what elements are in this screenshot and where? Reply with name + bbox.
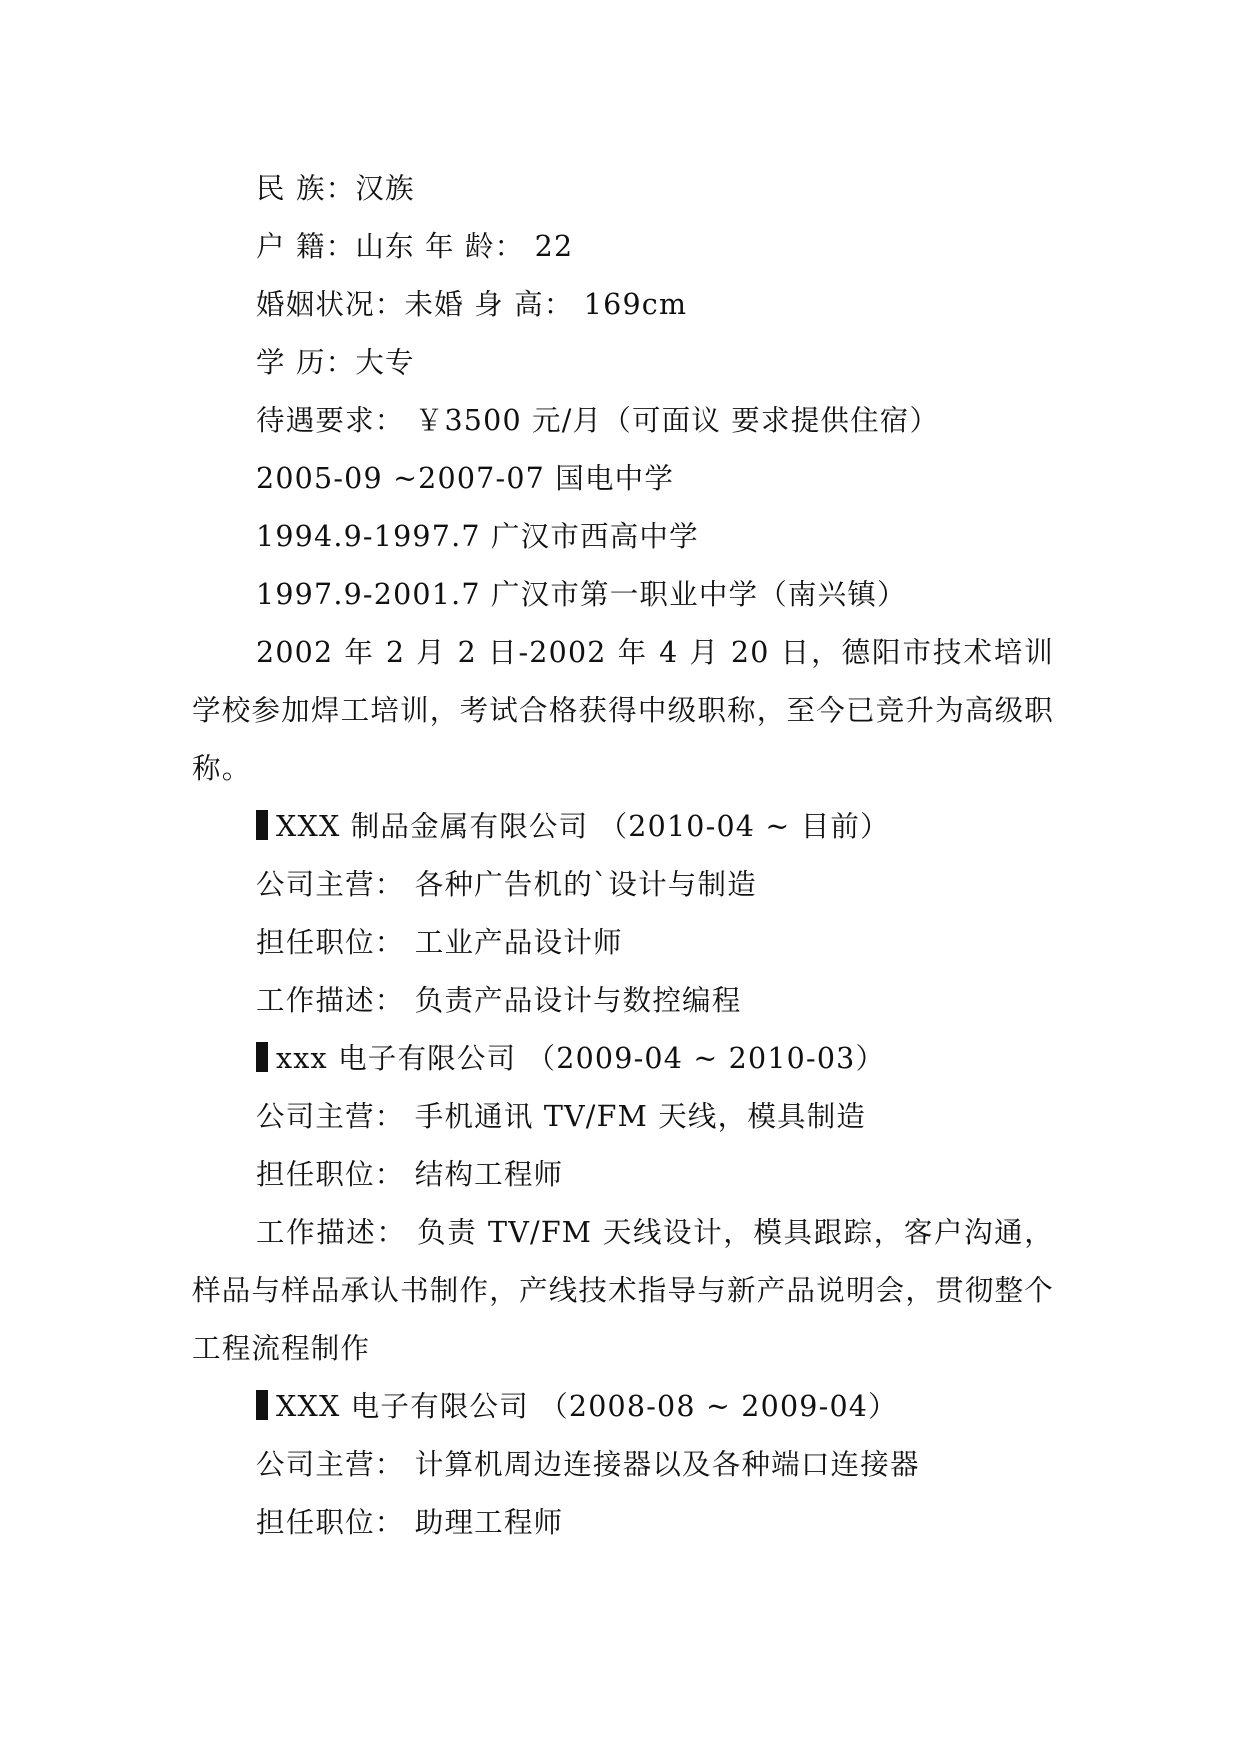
job-position-2: 担任职位： 结构工程师 xyxy=(256,1158,564,1191)
education-entry-2: 1994.9-1997.7 广汉市西高中学 xyxy=(256,520,699,553)
salary-expectation-line: 待遇要求： ￥3500 元/月（可面议 要求提供住宿） xyxy=(256,404,940,437)
job-position-3: 担任职位： 助理工程师 xyxy=(256,1506,564,1539)
job-heading-text: XXX 电子有限公司 （2008-08 ~ 2009-04） xyxy=(276,1390,898,1423)
job-description-2: 工作描述： 负责 TV/FM 天线设计，模具跟踪，客户沟通，样品与样品承认书制作，产线技术指导与新产品说明会，贯彻整个工程流程制作 xyxy=(192,1216,1054,1365)
training-paragraph: 2002 年 2 月 2 日-2002 年 4 月 20 日，德阳市技术培训学校参加焊工培训，考试合格获得中级职称，至今已竞升为高级职称。 xyxy=(192,636,1054,785)
job-heading-text: xxx 电子有限公司 （2009-04 ~ 2010-03） xyxy=(276,1042,886,1075)
job-business-3: 公司主营： 计算机周边连接器以及各种端口连接器 xyxy=(256,1448,920,1481)
bullet-block-icon xyxy=(256,810,268,840)
resume-content xyxy=(192,160,1054,1552)
job-position-1: 担任职位： 工业产品设计师 xyxy=(256,926,623,959)
education-entry-3: 1997.9-2001.7 广汉市第一职业中学（南兴镇） xyxy=(256,578,907,611)
marital-height-line: 婚姻状况：未婚 身 高： 169cm xyxy=(256,288,688,321)
job-heading-2 xyxy=(192,1030,1054,1088)
bullet-block-icon xyxy=(256,1390,268,1420)
education-entry-1: 2005-09 ~2007-07 国电中学 xyxy=(256,462,675,495)
education-level-line: 学 历：大专 xyxy=(256,346,415,379)
job-business-2: 公司主营： 手机通讯 TV/FM 天线，模具制造 xyxy=(256,1100,867,1133)
ethnicity-line: 民 族：汉族 xyxy=(256,172,415,205)
job-description-1: 工作描述： 负责产品设计与数控编程 xyxy=(256,984,742,1017)
job-heading-1 xyxy=(192,798,1054,856)
hometown-age-line: 户 籍：山东 年 龄： 22 xyxy=(256,230,574,263)
job-heading-text: XXX 制品金属有限公司 （2010-04 ~ 目前） xyxy=(276,810,890,843)
job-heading-3 xyxy=(192,1378,1054,1436)
bullet-block-icon xyxy=(256,1042,268,1072)
job-business-1: 公司主营： 各种广告机的`设计与制造 xyxy=(256,868,757,901)
